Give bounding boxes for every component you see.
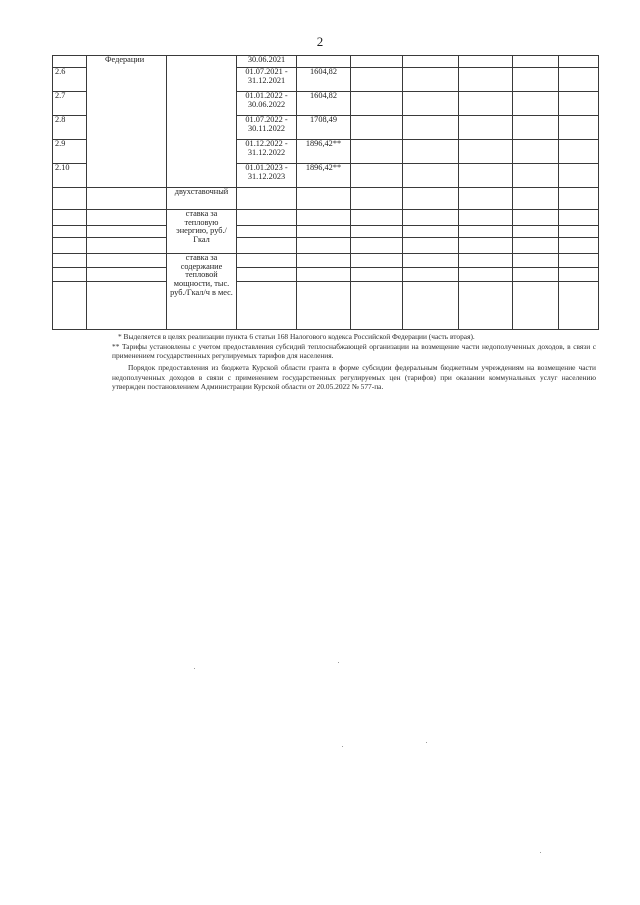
value-cell: 1708,49: [297, 116, 351, 140]
value-cell: [297, 56, 351, 68]
table-row: [53, 210, 599, 226]
scan-speck: [342, 746, 343, 747]
table-row: [53, 188, 599, 210]
period-cell: 30.06.2021: [237, 56, 297, 68]
row-number: 2.7: [53, 92, 87, 116]
table-row: [53, 282, 599, 330]
row-number: 2.10: [53, 164, 87, 188]
period-cell: 01.01.2023 - 31.12.2023: [237, 164, 297, 188]
scan-speck: [426, 742, 427, 743]
footnotes: [112, 332, 596, 392]
value-cell: 1896,42**: [297, 164, 351, 188]
period-cell: 01.07.2022 - 30.11.2022: [237, 116, 297, 140]
table-row: [53, 238, 599, 254]
parameter-cell: [167, 56, 237, 188]
period-cell: 01.07.2021 - 31.12.2021: [237, 68, 297, 92]
row-number: [53, 56, 87, 68]
table-row: [53, 254, 599, 268]
scan-speck: [194, 668, 195, 669]
footnote-procedure: Порядок предоставления из бюджета Курской области гранта в форме субсидии федеральным бюджетным учреждениям на возмещение части недополученных доходов в связи с применением государственных регулируемых цен (тарифов) при оказании коммунальных услуг населению утвержден постановлением Администрации Курской области от 20.05.2022 № 577-па.: [112, 362, 596, 392]
capacity-rate-label: ставка за содержание тепловой мощности, тыс. руб./Гкал/ч в мес.: [167, 254, 237, 330]
table-row: [53, 268, 599, 282]
table-row: [53, 56, 599, 68]
value-cell: 1604,82: [297, 68, 351, 92]
energy-rate-label: ставка за тепловую энергию, руб./Гкал: [167, 210, 237, 254]
row-number: 2.8: [53, 116, 87, 140]
organization-cell: [87, 56, 167, 188]
value-cell: 1604,82: [297, 92, 351, 116]
tariff-table: [52, 55, 599, 330]
organization-name: Федерации: [105, 55, 145, 64]
scan-speck: [540, 852, 541, 853]
footnote-subsidy: ** Тарифы установлены с учетом предоставления субсидий теплоснабжающей организации на возмещение части недополученных доходов, в связи с применением государственных регулируемых тарифов для населения.: [112, 341, 596, 361]
row-number: 2.6: [53, 68, 87, 92]
scan-speck: [338, 662, 339, 663]
two-part-tariff-label: двухставочный: [167, 188, 237, 210]
row-number: 2.9: [53, 140, 87, 164]
page-number: 2: [316, 34, 324, 49]
footnote-vat: * Выделяется в целях реализации пункта 6 статьи 168 Налогового кодекса Российской Федерации (часть вторая).: [118, 332, 475, 341]
value-cell: 1896,42**: [297, 140, 351, 164]
table-row: [53, 226, 599, 238]
period-cell: 01.12.2022 - 31.12.2022: [237, 140, 297, 164]
period-cell: 01.01.2022 - 30.06.2022: [237, 92, 297, 116]
